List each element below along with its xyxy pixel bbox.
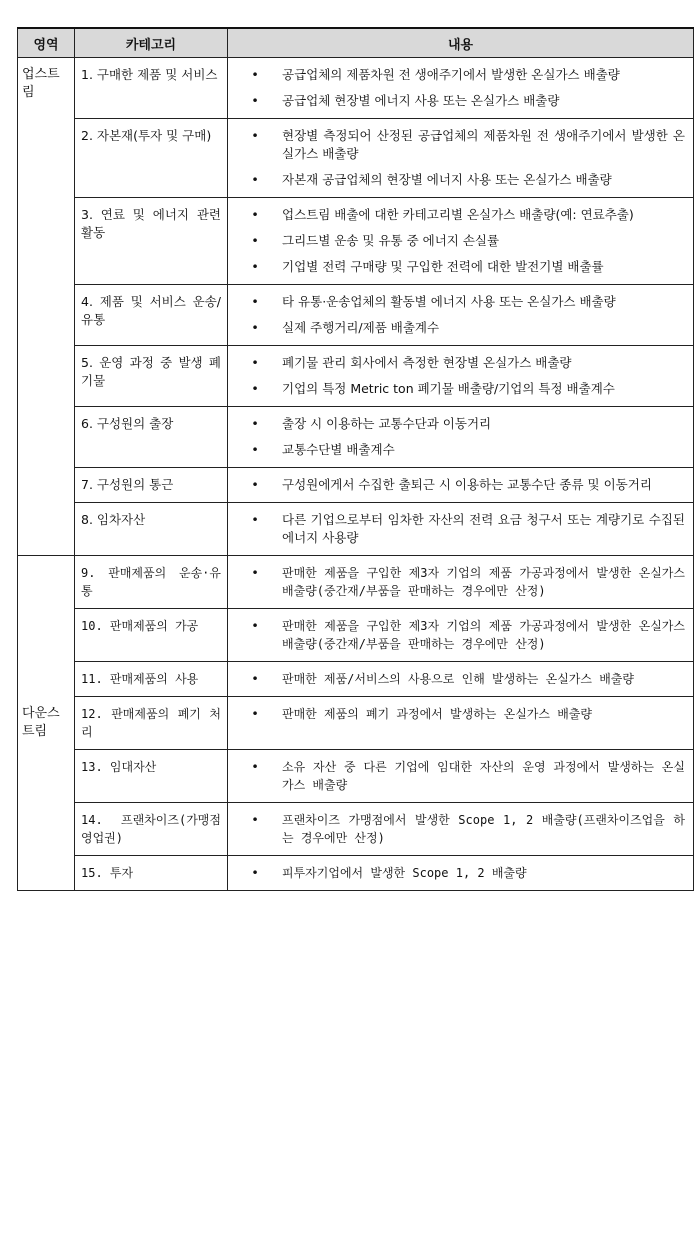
- bullet-item: [228, 472, 685, 498]
- table-row: [18, 609, 694, 662]
- bullet-text: 교통수단별 배출계수: [282, 442, 395, 457]
- bullet-text: 그리드별 운송 및 유통 중 에너지 손실률: [282, 233, 500, 248]
- bullet-item: [228, 202, 685, 228]
- bullet-dot-icon: •: [251, 416, 259, 431]
- bullet-text: 판매한 제품의 폐기 과정에서 발생하는 온실가스 배출량: [282, 707, 592, 721]
- bullet-text: 판매한 제품을 구입한 제3자 기업의 제품 가공과정에서 발생한 온실가스 배출량(중간재/부품을 판매하는 경우에만 산정): [282, 566, 685, 598]
- bullet-item: [228, 560, 685, 604]
- content-cell: [228, 609, 694, 662]
- category-cell: 5. 운영 과정 중 발생 폐기물: [75, 346, 228, 407]
- content-cell: [228, 662, 694, 697]
- bullet-item: [228, 167, 685, 193]
- bullet-item: [228, 376, 685, 402]
- bullet-text: 업스트림 배출에 대한 카테고리별 온실가스 배출량(예: 연료추출): [282, 207, 634, 222]
- table-row: [18, 468, 694, 503]
- bullet-dot-icon: •: [251, 172, 259, 187]
- bullet-dot-icon: •: [251, 294, 259, 309]
- bullet-dot-icon: •: [251, 381, 259, 396]
- content-cell: [228, 697, 694, 750]
- upstream-area-cell: 업스트림: [18, 58, 75, 556]
- bullet-item: [228, 315, 685, 341]
- bullet-item: [228, 437, 685, 463]
- scope3-category-table: [17, 27, 694, 891]
- category-cell: 7. 구성원의 통근: [75, 468, 228, 503]
- category-cell: 2. 자본재(투자 및 구매): [75, 119, 228, 198]
- bullet-dot-icon: •: [251, 671, 259, 686]
- bullet-text: 판매한 제품을 구입한 제3자 기업의 제품 가공과정에서 발생한 온실가스 배출량(중간재/부품을 판매하는 경우에만 산정): [282, 619, 685, 651]
- category-cell: 15. 투자: [75, 856, 228, 891]
- bullet-dot-icon: •: [251, 207, 259, 222]
- content-cell: [228, 285, 694, 346]
- downstream-area-cell: 다운스트림: [18, 556, 75, 891]
- table-row: [18, 556, 694, 609]
- header-row: [18, 28, 694, 58]
- content-cell: [228, 119, 694, 198]
- bullet-item: [228, 123, 685, 167]
- category-cell: 4. 제품 및 서비스 운송/유통: [75, 285, 228, 346]
- table-row: [18, 662, 694, 697]
- bullet-item: [228, 754, 685, 798]
- bullet-dot-icon: •: [251, 618, 259, 633]
- header-content: 내용: [228, 28, 694, 58]
- category-cell: 14. 프랜차이즈(가맹점 영업권): [75, 803, 228, 856]
- bullet-dot-icon: •: [251, 67, 259, 82]
- table-row: [18, 58, 694, 119]
- category-cell: 10. 판매제품의 가공: [75, 609, 228, 662]
- bullet-dot-icon: •: [251, 565, 259, 580]
- category-cell: 3. 연료 및 에너지 관련 활동: [75, 198, 228, 285]
- bullet-dot-icon: •: [251, 259, 259, 274]
- category-cell: 13. 임대자산: [75, 750, 228, 803]
- bullet-text: 폐기물 관리 회사에서 측정한 현장별 온실가스 배출량: [282, 355, 572, 370]
- bullet-text: 타 유통·운송업체의 활동별 에너지 사용 또는 온실가스 배출량: [282, 294, 616, 309]
- category-cell: 8. 임차자산: [75, 503, 228, 556]
- bullet-item: [228, 507, 685, 551]
- bullet-text: 기업의 특정 Metric ton 폐기물 배출량/기업의 특정 배출계수: [282, 381, 615, 396]
- bullet-text: 다른 기업으로부터 임차한 자산의 전력 요금 청구서 또는 계량기로 수집된 에너지 사용량: [282, 512, 685, 545]
- table-row: [18, 697, 694, 750]
- table-row: [18, 346, 694, 407]
- table-row: [18, 407, 694, 468]
- bullet-item: [228, 666, 685, 692]
- content-cell: [228, 468, 694, 503]
- table-row: [18, 119, 694, 198]
- category-cell: 11. 판매제품의 사용: [75, 662, 228, 697]
- bullet-text: 프랜차이즈 가맹점에서 발생한 Scope 1, 2 배출량(프랜차이즈업을 하는 경우에만 산정): [282, 813, 685, 845]
- bullet-item: [228, 860, 685, 886]
- table-row: [18, 856, 694, 891]
- bullet-text: 소유 자산 중 다른 기업에 임대한 자산의 운영 과정에서 발생하는 온실가스 배출량: [282, 760, 685, 792]
- content-cell: [228, 346, 694, 407]
- bullet-dot-icon: •: [251, 442, 259, 457]
- bullet-dot-icon: •: [251, 865, 259, 880]
- bullet-text: 피투자기업에서 발생한 Scope 1, 2 배출량: [282, 866, 527, 880]
- bullet-text: 공급업체 현장별 에너지 사용 또는 온실가스 배출량: [282, 93, 560, 108]
- table-row: [18, 750, 694, 803]
- bullet-item: [228, 289, 685, 315]
- content-cell: [228, 503, 694, 556]
- content-cell: [228, 556, 694, 609]
- table-row: [18, 803, 694, 856]
- bullet-dot-icon: •: [251, 477, 259, 492]
- bullet-text: 현장별 측정되어 산정된 공급업체의 제품차원 전 생애주기에서 발생한 온실가스 배출량: [282, 128, 685, 161]
- content-cell: [228, 803, 694, 856]
- category-cell: 12. 판매제품의 폐기 처리: [75, 697, 228, 750]
- category-cell: 9. 판매제품의 운송·유통: [75, 556, 228, 609]
- bullet-item: [228, 62, 685, 88]
- bullet-dot-icon: •: [251, 812, 259, 827]
- bullet-item: [228, 350, 685, 376]
- table-row: [18, 198, 694, 285]
- content-cell: [228, 58, 694, 119]
- content-cell: [228, 750, 694, 803]
- bullet-text: 자본재 공급업체의 현장별 에너지 사용 또는 온실가스 배출량: [282, 172, 612, 187]
- bullet-text: 구성원에게서 수집한 출퇴근 시 이용하는 교통수단 종류 및 이동거리: [282, 477, 652, 492]
- bullet-item: [228, 88, 685, 114]
- bullet-text: 판매한 제품/서비스의 사용으로 인해 발생하는 온실가스 배출량: [282, 672, 634, 686]
- header-category: 카테고리: [75, 28, 228, 58]
- bullet-dot-icon: •: [251, 706, 259, 721]
- bullet-dot-icon: •: [251, 512, 259, 527]
- bullet-text: 기업별 전력 구매량 및 구입한 전력에 대한 발전기별 배출률: [282, 259, 604, 274]
- category-cell: 6. 구성원의 출장: [75, 407, 228, 468]
- bullet-text: 출장 시 이용하는 교통수단과 이동거리: [282, 416, 492, 431]
- content-cell: [228, 198, 694, 285]
- bullet-item: [228, 613, 685, 657]
- bullet-item: [228, 254, 685, 280]
- content-cell: [228, 407, 694, 468]
- header-area: 영역: [18, 28, 75, 58]
- bullet-dot-icon: •: [251, 233, 259, 248]
- bullet-text: 실제 주행거리/제품 배출계수: [282, 320, 440, 335]
- bullet-dot-icon: •: [251, 759, 259, 774]
- bullet-text: 공급업체의 제품차원 전 생애주기에서 발생한 온실가스 배출량: [282, 67, 620, 82]
- content-cell: [228, 856, 694, 891]
- table-row: [18, 285, 694, 346]
- bullet-item: [228, 701, 685, 727]
- bullet-dot-icon: •: [251, 355, 259, 370]
- category-cell: 1. 구매한 제품 및 서비스: [75, 58, 228, 119]
- bullet-item: [228, 411, 685, 437]
- table-row: [18, 503, 694, 556]
- bullet-dot-icon: •: [251, 93, 259, 108]
- bullet-item: [228, 228, 685, 254]
- bullet-item: [228, 807, 685, 851]
- bullet-dot-icon: •: [251, 320, 259, 335]
- bullet-dot-icon: •: [251, 128, 259, 143]
